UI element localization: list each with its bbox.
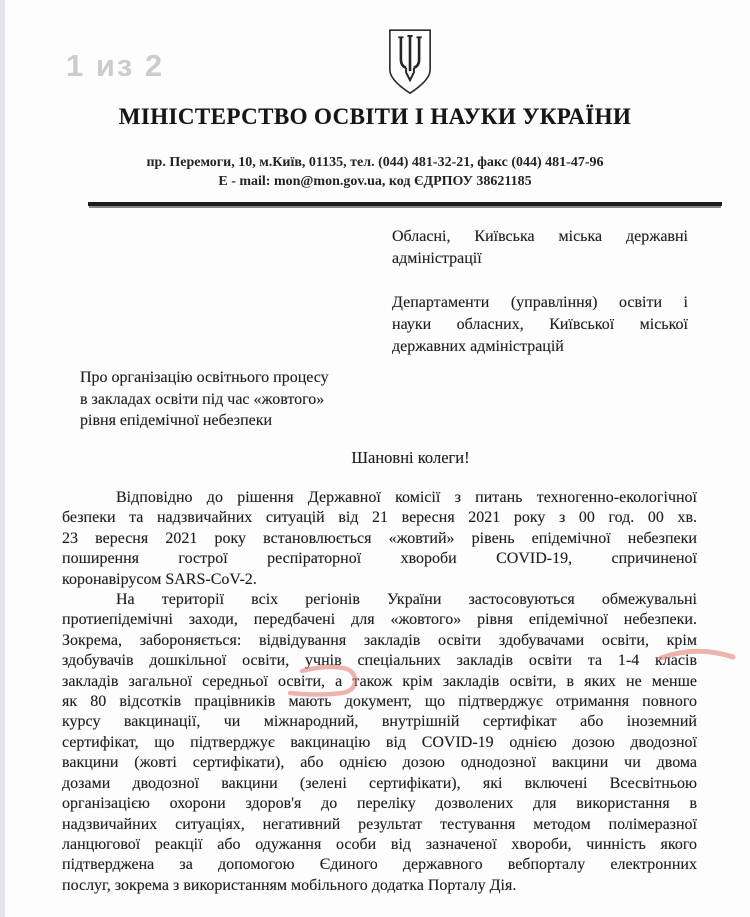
text-line: поширення гострої респіраторної хвороби COVID-19, спричиненої — [62, 550, 697, 568]
text-line: адміністрації — [392, 250, 482, 267]
text-line: Про організацію освітнього процесу — [80, 369, 329, 386]
text-line: як 80 відсотків працівників мають документ, що підтверджує отримання повного — [62, 693, 697, 711]
text-line: Обласні, Київська міська державні — [392, 228, 688, 245]
recipients-block — [392, 226, 688, 358]
text-line: Відповідно до рішення Державної комісії з питань техногенно-екологічної — [116, 489, 697, 506]
text-line: сертифікат, що підтверджує вакцинацію від COVID-19 однією дозою дводозної — [62, 733, 697, 751]
recipient-departments — [392, 292, 688, 358]
salutation: Шановні колеги! — [351, 448, 470, 467]
address-line-2: Е - mail: mon@mon.gov.ua, код ЄДРПОУ 38621185 — [218, 174, 532, 189]
text-line: дозами дводозної вакцини (зелені сертифікати), які включені Всесвітньою — [62, 774, 697, 792]
recipient-administrations — [392, 226, 688, 270]
text-line: науки обласних, Київської міської — [392, 316, 688, 333]
page-indicator: 1 из 2 — [66, 48, 165, 83]
letter-body — [62, 488, 697, 896]
viewer-edge-strip — [0, 0, 5, 917]
text-line: надзвичайних ситуаціях, негативний результат тестування методом полімеразної — [62, 815, 697, 833]
letter-subject — [80, 367, 380, 432]
text-line: Зокрема, забороняється: відвідування закладів освіти здобувачами освіти, крім — [62, 631, 697, 649]
ukraine-trident-emblem — [384, 27, 436, 102]
text-line: послуг, зокрема з використанням мобільного додатка Порталу Дія. — [62, 876, 517, 894]
text-line: безпеки та надзвичайних ситуацій від 21 вересня 2021 року з 00 год. 00 хв. — [62, 509, 697, 527]
text-line: підтверджена за допомогою Єдиного державного вебпорталу електронних — [62, 856, 697, 874]
body-paragraph-2 — [62, 590, 697, 896]
text-line: рівня епідемічної небезпеки — [80, 412, 273, 429]
text-line: протиепідемічні заходи, передбачені для «жовтого» рівня епідемічної небезпеки. — [62, 611, 697, 629]
text-line: 23 вересня 2021 року встановлюється «жовтий» рівень епідемічної небезпеки — [62, 529, 697, 547]
text-line: організацією охорони здоров'я до переліку дозволених для використання в — [62, 795, 697, 813]
address-line-1: пр. Перемоги, 10, м.Київ, 01135, тел. (044) 481-32-21, факс (044) 481-47-96 — [146, 155, 604, 170]
text-line: державних адміністрацій — [392, 338, 564, 355]
text-line: ланцюгової реакції або одужання особи від зазначеної хвороби, чинність якого — [62, 835, 697, 853]
text-line: На території всіх регіонів України застосовуються обмежувальні — [116, 591, 697, 609]
text-line: курсу вакцинації, чи міжнародний, внутрішній сертифікат або іноземний — [62, 713, 697, 731]
text-line: вакцини (жовті сертифікати), або однією дозою однодозної вакцини чи двома — [62, 754, 697, 772]
text-line: коронавірусом SARS-CoV-2. — [62, 570, 257, 588]
text-line: в закладах освіти під час «жовтого» — [80, 390, 325, 408]
body-paragraph-1 — [62, 488, 697, 590]
text-line: закладів загальної середньої освіти, а також крім закладів освіти, в яких не менше — [62, 672, 697, 690]
text-line: здобувачів дошкільної освіти, учнів спеціальних закладів освіти та 1-4 класів — [62, 652, 697, 670]
letterhead-address — [0, 153, 750, 191]
text-line: Департаменти (управління) освіти і — [392, 294, 688, 311]
ministry-name: МІНІСТЕРСТВО ОСВІТИ І НАУКИ УКРАЇНИ — [118, 104, 632, 129]
letterhead-separator-bar — [88, 202, 722, 206]
